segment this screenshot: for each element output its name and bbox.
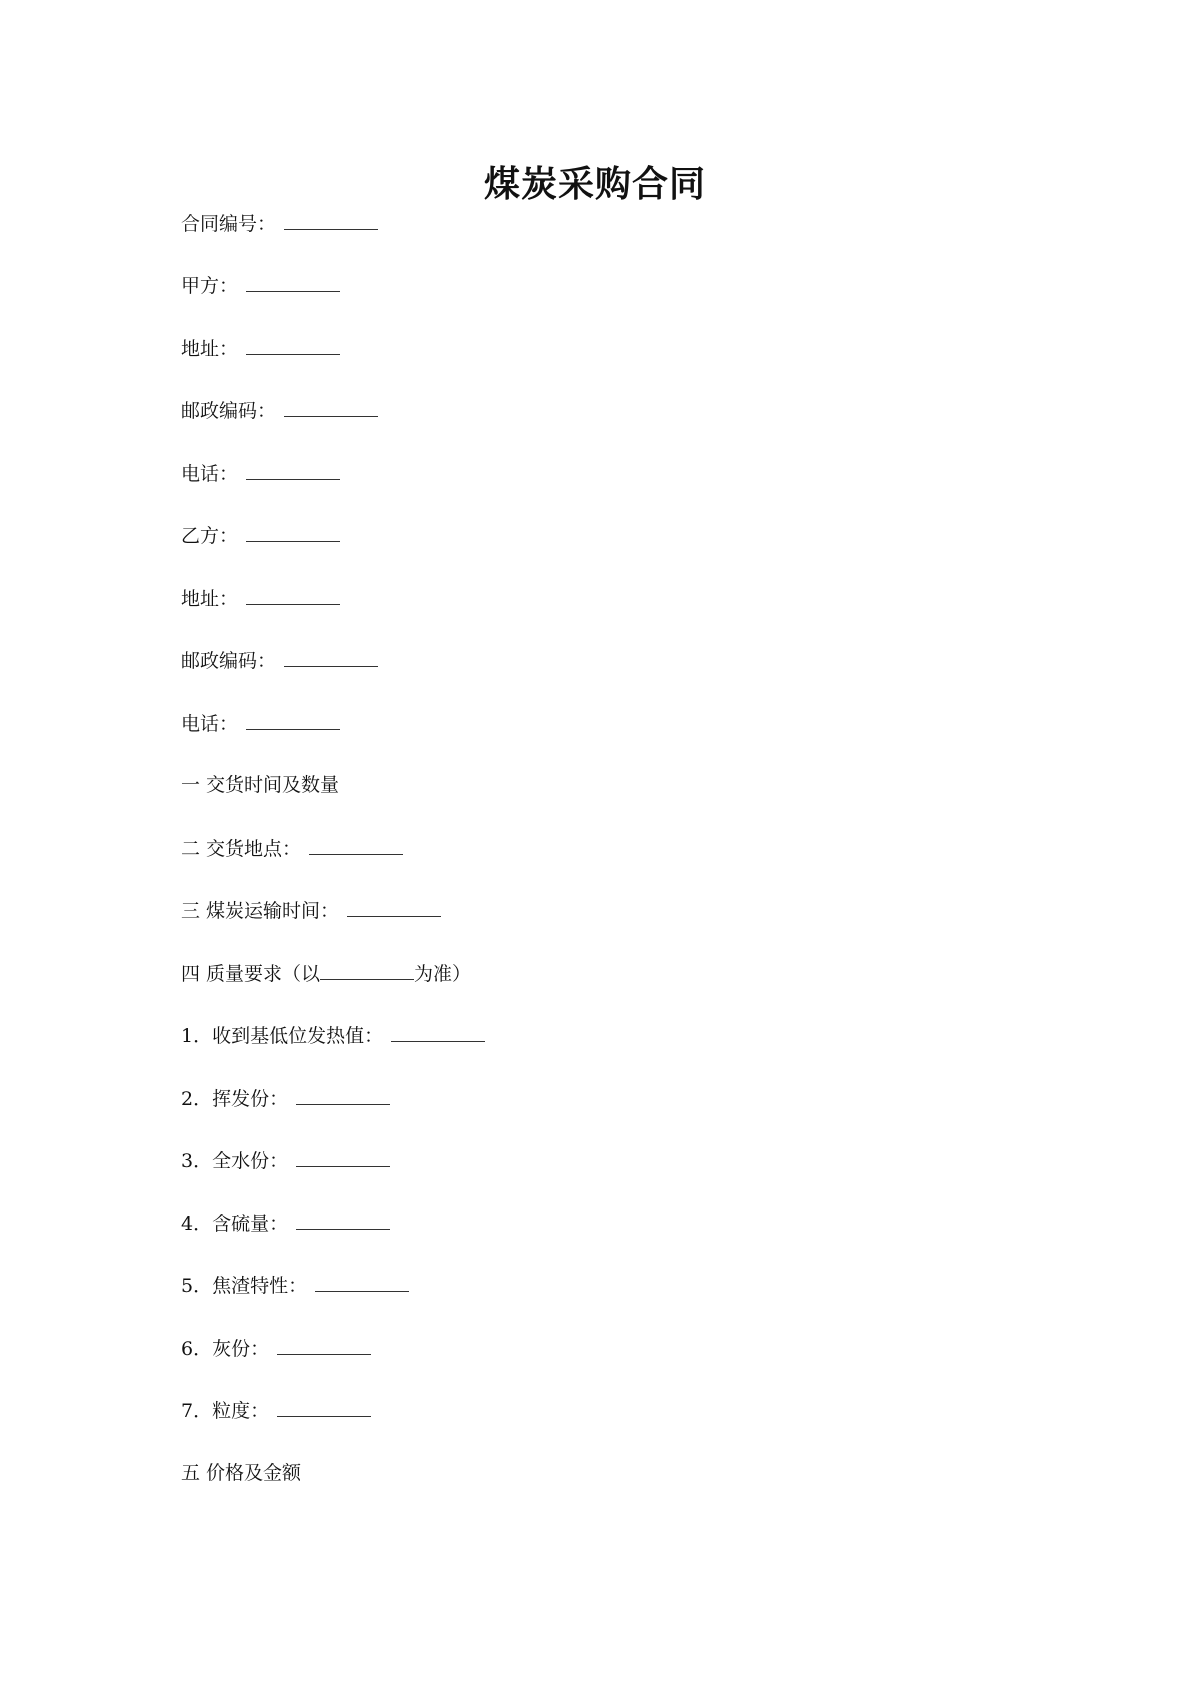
fill-in-blank[interactable] — [309, 836, 403, 855]
contract-line — [181, 1148, 390, 1173]
contract-line — [181, 961, 471, 986]
field-label: 7．粒度： — [181, 1400, 270, 1422]
field-label: 一 交货时间及数量 — [181, 774, 340, 796]
field-label: 三 煤炭运输时间： — [181, 900, 340, 922]
field-label: 四 质量要求（以 — [181, 963, 321, 985]
field-label: 6．灰份： — [181, 1338, 270, 1360]
field-label: 乙方： — [181, 525, 239, 547]
fill-in-blank[interactable] — [246, 523, 340, 542]
field-label: 地址： — [181, 588, 239, 610]
fill-in-blank[interactable] — [296, 1086, 390, 1105]
fill-in-blank[interactable] — [246, 586, 340, 605]
fill-in-blank[interactable] — [296, 1148, 390, 1167]
contract-line — [181, 1023, 485, 1048]
contract-line — [181, 1086, 390, 1111]
field-label: 甲方： — [181, 275, 239, 297]
contract-line — [181, 773, 339, 797]
contract-line — [181, 461, 340, 486]
contract-line — [181, 1461, 301, 1485]
field-label: 5．焦渣特性： — [181, 1275, 308, 1297]
fill-in-blank[interactable] — [246, 336, 340, 355]
fill-in-blank[interactable] — [246, 461, 340, 480]
fill-in-blank[interactable] — [391, 1023, 485, 1042]
contract-line — [181, 336, 340, 361]
field-label: 地址： — [181, 338, 239, 360]
fill-in-blank[interactable] — [315, 1273, 409, 1292]
field-label: 五 价格及金额 — [181, 1462, 302, 1484]
contract-line — [181, 898, 441, 923]
fill-in-blank[interactable] — [277, 1336, 371, 1355]
contract-line — [181, 1336, 371, 1361]
fill-in-blank[interactable] — [284, 211, 378, 230]
fill-in-blank[interactable] — [296, 1211, 390, 1230]
fill-in-blank[interactable] — [277, 1398, 371, 1417]
contract-line — [181, 836, 403, 861]
field-suffix: 为准） — [414, 963, 472, 985]
field-label: 电话： — [181, 713, 239, 735]
contract-line — [181, 1211, 390, 1236]
contract-line — [181, 1273, 409, 1298]
field-label: 二 交货地点： — [181, 838, 302, 860]
fill-in-blank[interactable] — [347, 898, 441, 917]
field-label: 2．挥发份： — [181, 1088, 289, 1110]
contract-line — [181, 398, 378, 423]
contract-line — [181, 648, 378, 673]
field-label: 电话： — [181, 463, 239, 485]
fill-in-blank[interactable] — [284, 648, 378, 667]
field-label: 1．收到基低位发热值： — [181, 1025, 384, 1047]
contract-line — [181, 1398, 371, 1423]
field-label: 邮政编码： — [181, 400, 277, 422]
document-title: 煤炭采购合同 — [483, 163, 706, 205]
fill-in-blank[interactable] — [320, 961, 414, 980]
fill-in-blank[interactable] — [284, 398, 378, 417]
contract-line — [181, 711, 340, 736]
contract-line — [181, 586, 340, 611]
fill-in-blank[interactable] — [246, 711, 340, 730]
fill-in-blank[interactable] — [246, 273, 340, 292]
field-label: 合同编号： — [181, 213, 277, 235]
contract-line — [181, 211, 378, 236]
field-label: 邮政编码： — [181, 650, 277, 672]
contract-line — [181, 523, 340, 548]
field-label: 3．全水份： — [181, 1150, 289, 1172]
field-label: 4．含硫量： — [181, 1213, 289, 1235]
contract-line — [181, 273, 340, 298]
